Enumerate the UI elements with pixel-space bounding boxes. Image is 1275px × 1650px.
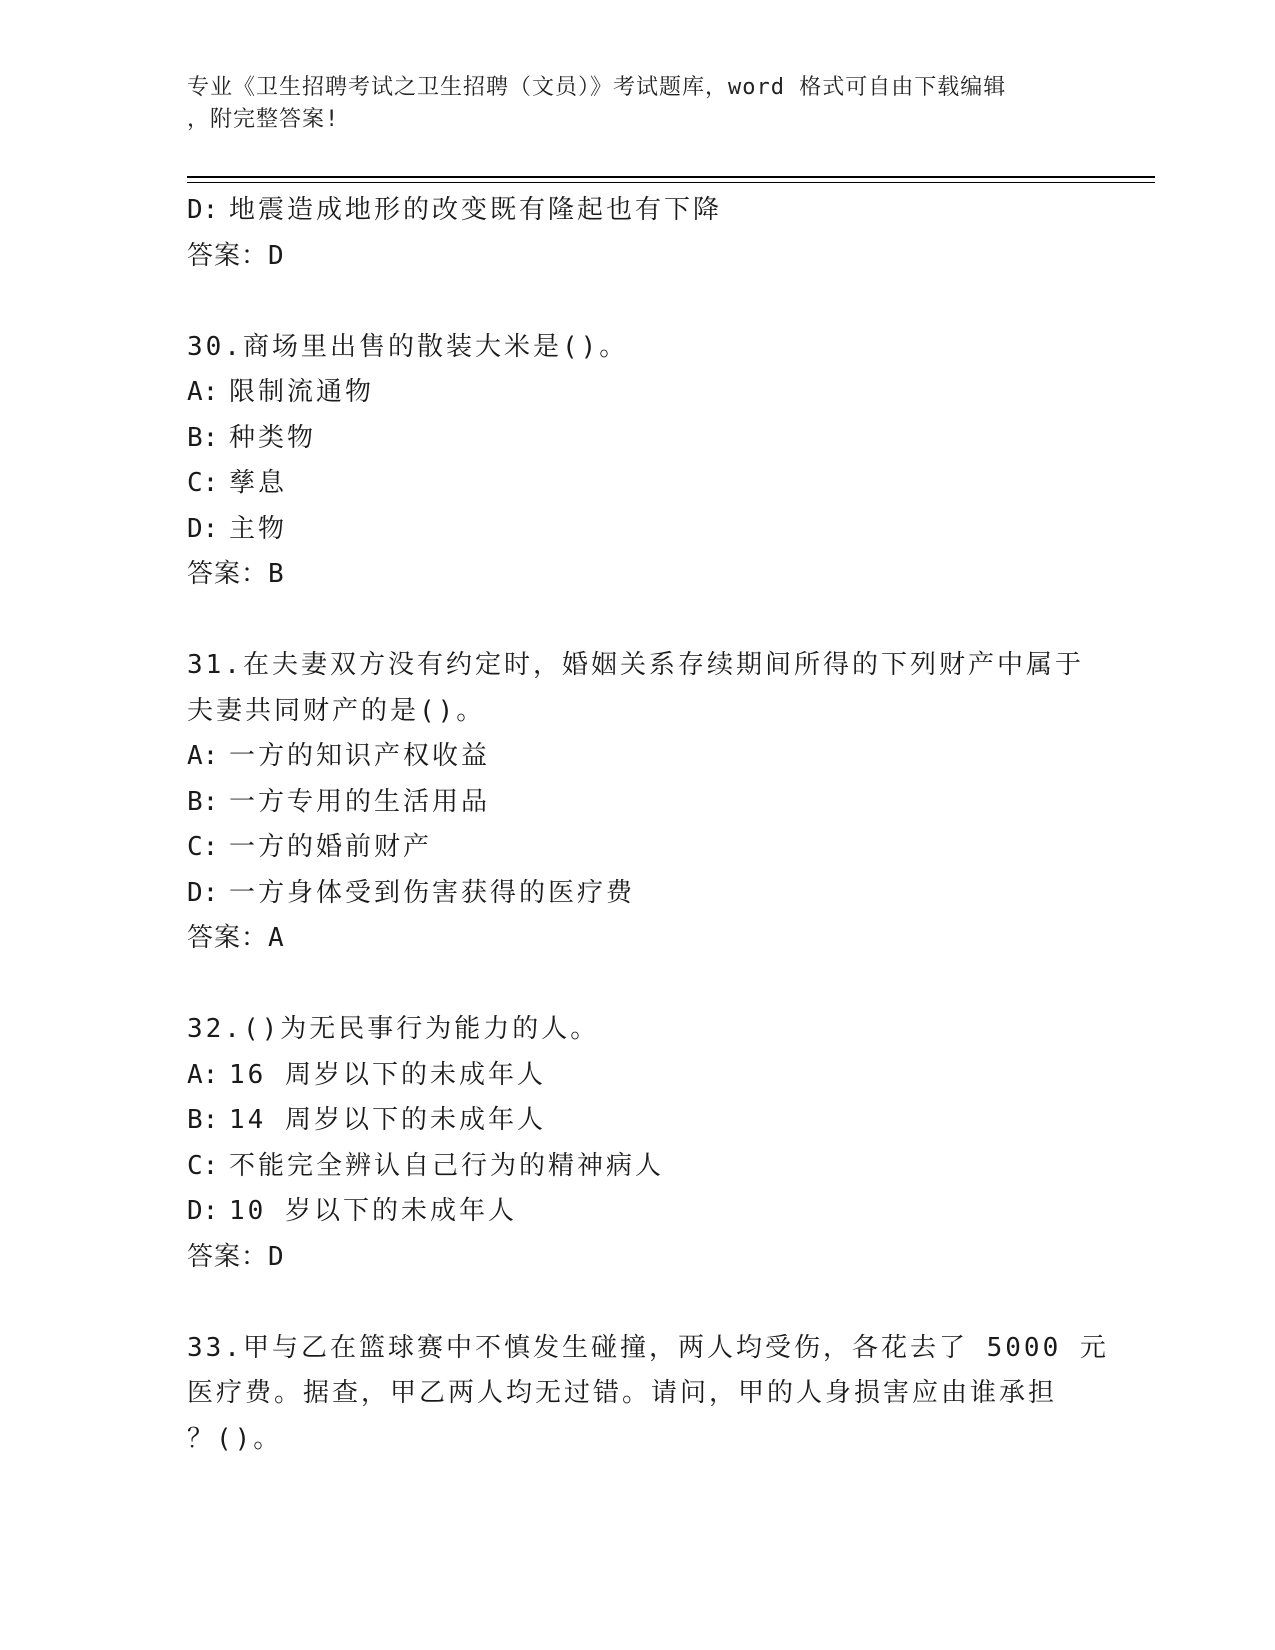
question-31-answer: 答案：A	[187, 923, 285, 953]
option-text: 地震造成地形的改变既有隆起也有下降	[229, 195, 723, 225]
question-32-stem: 32.()为无民事行为能力的人。	[187, 1014, 600, 1044]
question-33-stem-line-2: 医疗费。据查，甲乙两人均无过错。请问，甲的人身损害应由谁承担	[187, 1378, 1058, 1408]
option-key: A:	[187, 1059, 219, 1090]
question-32-option-a	[187, 1053, 1067, 1099]
question-32-option-c	[187, 1144, 1067, 1190]
option-text: 16 周岁以下的未成年人	[229, 1059, 546, 1090]
question-32-option-d	[187, 1189, 1067, 1235]
header-line-2: ，附完整答案!	[187, 107, 340, 132]
question-31-stem-line-2: 夫妻共同财产的是()。	[187, 695, 486, 726]
question-31-option-d	[187, 871, 1067, 917]
option-text: 14 周岁以下的未成年人	[229, 1105, 546, 1135]
question-content	[187, 188, 1109, 1462]
option-key: D:	[187, 877, 219, 908]
option-key: A:	[187, 377, 219, 407]
option-key: C:	[187, 1150, 219, 1181]
option-text: 一方的婚前财产	[229, 832, 433, 862]
question-30-option-a	[187, 370, 1067, 416]
document-header	[187, 72, 1077, 136]
option-text: 限制流通物	[229, 377, 375, 407]
question-30-option-c	[187, 461, 1067, 507]
question-30-answer: 答案：B	[187, 559, 285, 589]
option-key: B:	[187, 786, 219, 817]
option-text: 一方的知识产权收益	[229, 741, 491, 771]
question-31-option-c	[187, 825, 1067, 871]
option-text: 一方身体受到伤害获得的医疗费	[229, 877, 636, 908]
header-line-1: 专业《卫生招聘考试之卫生招聘（文员）》考试题库，word 格式可自由下载编辑	[187, 75, 1007, 100]
header-divider-thin	[187, 182, 1155, 183]
option-text: 10 岁以下的未成年人	[229, 1196, 517, 1226]
question-30-stem: 30.商场里出售的散装大米是()。	[187, 331, 629, 362]
option-key: C:	[187, 468, 219, 498]
option-key: D:	[187, 513, 219, 544]
option-key: A:	[187, 741, 219, 771]
prev-option-d	[187, 188, 1067, 234]
prev-answer: 答案：D	[187, 240, 285, 271]
option-key: B:	[187, 1105, 219, 1135]
option-key: C:	[187, 832, 219, 862]
option-key: D:	[187, 1196, 219, 1226]
option-text: 不能完全辨认自己行为的精神病人	[229, 1150, 665, 1181]
option-text: 孳息	[229, 468, 288, 498]
question-31-option-b	[187, 780, 1067, 826]
question-31-stem-line-1: 31.在夫妻双方没有约定时，婚姻关系存续期间所得的下列财产中属于	[187, 650, 1084, 680]
question-30-option-d	[187, 507, 1067, 553]
question-33-stem-line-1: 33.甲与乙在篮球赛中不慎发生碰撞，两人均受伤，各花去了 5000 元	[187, 1332, 1109, 1363]
question-30-option-b	[187, 416, 1067, 462]
option-key: B:	[187, 422, 219, 453]
question-31-option-a	[187, 734, 1067, 780]
header-divider-thick	[187, 176, 1155, 178]
option-text: 种类物	[229, 422, 317, 453]
question-33-stem-line-3: ？()。	[187, 1423, 283, 1454]
question-32-option-b	[187, 1098, 1067, 1144]
option-text: 主物	[229, 513, 288, 544]
option-key: D:	[187, 195, 219, 225]
option-text: 一方专用的生活用品	[229, 786, 491, 817]
question-32-answer: 答案：D	[187, 1241, 285, 1272]
